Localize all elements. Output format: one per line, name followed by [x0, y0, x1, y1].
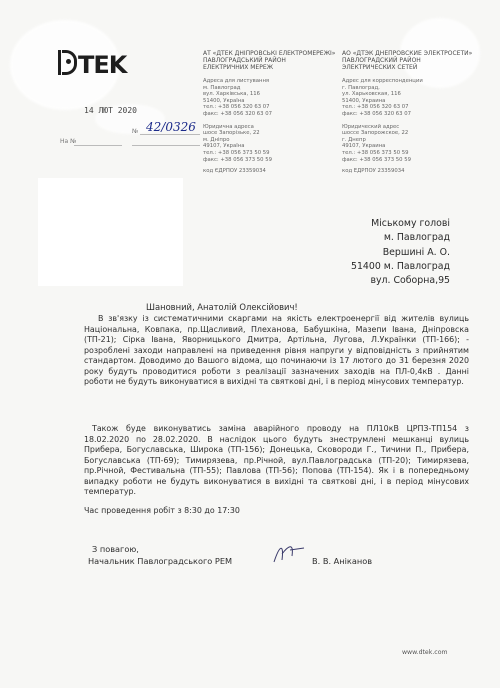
work-hours: Час проведення робіт з 8:30 до 17:30 [84, 506, 240, 515]
org-name-ru: АО «ДТЭК ДНЕПРОВСКИЕ ЭЛЕКТРОСЕТИ» ПАВЛОГРАДСКИЙ РАЙОН ЭЛЕКТРИЧЕСКИХ СЕТЕЙ [342, 50, 473, 71]
closing-phrase: З повагою, [92, 544, 139, 554]
handwritten-signature [270, 540, 310, 566]
reference-date-underline [132, 145, 200, 146]
body-paragraph-2: Також буде виконуватись заміна аварійного проводу на ПЛ10кВ ЦРПЗ-ТП154 з 18.02.2020 по 28.02.2020. В наслідок цього будуть знеструмлені мешканці вулиць Прибера, Богуславська, Широка (ТП-156); Донецька, Сковороди Г., Тичини П., Прибера, Богуславська (ТП-69); Тимирязева, пр.Річной, вул.Павлоградська (ТП-20); Тимирязева, пр.Річной, Фестивальна (ТП-55); Павлова (ТП-56); Попова (ТП-154). Як і в попередньому випадку роботи не будуть виконуватися в вихідні та святкові дні, і в період мінусових температур. [84, 424, 469, 497]
edrpou-code-uk: код ЄДРПОУ 23359034 [203, 168, 266, 175]
website-url: www.dtek.com [402, 649, 448, 656]
legal-address-uk: Юридична адреса шосе Запорізьке, 22 м. Дніпро 49107, Україна тел.: +38 056 373 50 59 факс: +38 056 373 50 59 [203, 123, 272, 163]
redacted-area [38, 178, 183, 286]
date-stamp: 14 ЛЮТ 2020 [84, 106, 137, 115]
postal-address-ru: Адрес для корреспонденции г. Павлоград, ул. Харьковская, 116 51400, Украина тел.: +38 056 320 63 07 факс: +38 056 320 63 07 [342, 78, 423, 117]
reference-label: На № [60, 138, 77, 145]
number-underline [140, 134, 200, 135]
signatory-name: В. В. Аніканов [312, 556, 373, 566]
legal-address-ru: Юридический адрес шоссе Запорожское, 22 г. Днепр 49107, Украина тел.: +38 056 373 50 59 факс: +38 056 373 50 59 [342, 123, 411, 163]
signatory-position: Начальник Павлоградського РЕМ [88, 556, 233, 566]
postal-address-uk: Адреса для листування м. Павлоград вул. Харківська, 116 51400, Україна тел.: +38 056 320 63 07 факс: +38 056 320 63 07 [203, 78, 272, 117]
outgoing-number: 42/0326 [146, 120, 196, 134]
reference-underline [74, 145, 122, 146]
org-block-uk [203, 50, 335, 175]
org-block-ru [342, 50, 472, 175]
greeting: Шановний, Анатолій Олексійович! [146, 302, 298, 312]
recipient-address: Міському голові м. Павлоград Вершині А. О. 51400 м. Павлоград вул. Соборна,95 [351, 218, 450, 287]
dtek-logo: TEK [62, 50, 126, 79]
org-name-uk: АТ «ДТЕК ДНІПРОВСЬКІ ЕЛЕКТРОМЕРЕЖІ» ПАВЛОГРАДСЬКИЙ РАЙОН ЕЛЕКТРИЧНИХ МЕРЕЖ [203, 50, 336, 71]
number-label: № [132, 128, 139, 135]
edrpou-code-ru: код ЕДРПОУ 23359034 [342, 168, 405, 175]
logo-d-mark-icon [62, 50, 77, 75]
body-paragraph-1: В зв'язку із систематичними скаргами на якість електроенергії від жителів вулиць Національна, Ковпака, пр.Щасливий, Плеханова, Бабушкіна, Мазепи Івана, Дніпровска (ТП-21); Сірка Івана, Яворницького Дмитра, Артільна, Лугова, Л.Українки (ТП-166); - розроблені заходи направлені на приведення рівня напруги у відповідність з прийнятим стандартом. Доводимо до Вашого відома, що починаючи із 17 лютого до 31 березня 2020 року будуть проводитися роботи з реалізації зазначених заходів на ПЛ-0,4кВ . Данні роботи не будуть виконуватися в вихідні та святкові дні, і в період мінусових температур. [84, 314, 469, 387]
